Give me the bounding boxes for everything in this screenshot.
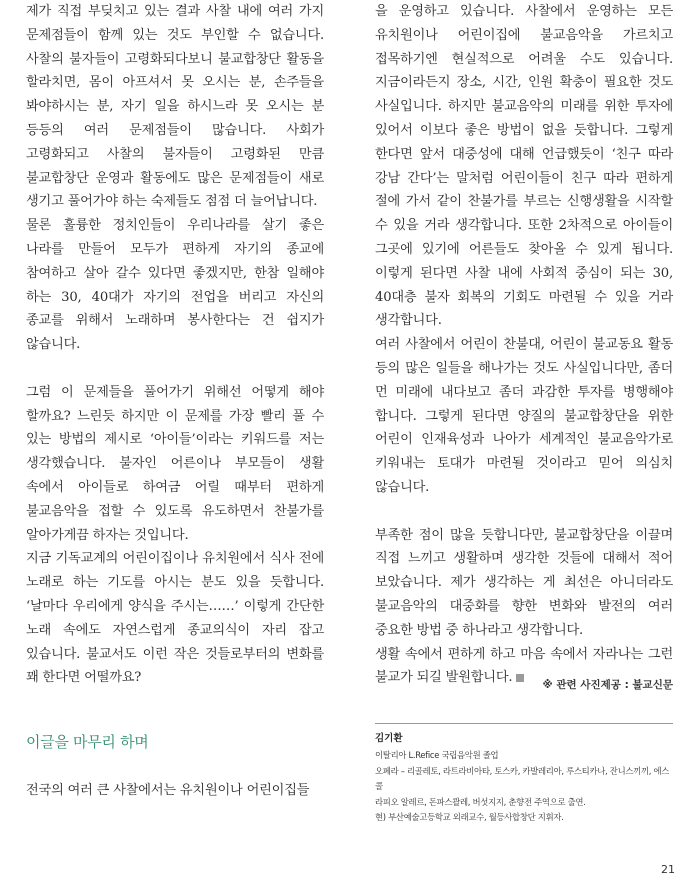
author-bio (375, 723, 673, 826)
author-divider (375, 723, 673, 724)
author-bio-line: 이탈리아 L.Refice 국립음악원 졸업 (375, 750, 499, 760)
body-paragraph: 부족한 점이 많을 듯합니다만, 불교합창단을 이끌며 직접 느끼고 생활하며 생각한 것들에 대해서 적어 보았습니다. 제가 생각하는 게 최선은 아니더라도 불교음악의 대중화를 향한 변화와 발전의 여러 중요한 방법 중 하나라고 생각합니다. (375, 527, 673, 638)
left-tail-column (26, 779, 324, 803)
body-paragraph: 지금 기독교계의 어린이집이나 유치원에서 식사 전에 노래로 하는 기도를 아시는 분도 있을 듯합니다. ‘날마다 우리에게 양식을 주시는……’ 이렇게 간단한 노래 속에도 자연스럽게 종교의식이 자리 잡고 있습니다. 불교서도 이런 작은 것들로부터의 변화를 꽤 한다면 어떨까요? (26, 551, 324, 686)
body-paragraph: 그럼 이 문제들을 풀어가기 위해선 어떻게 해야 할까요? 느린듯 하지만 이 문제를 가장 빨리 풀 수 있는 방법의 제시로 ‘아이들’이라는 키워드를 저는 생각했습니다. 불자인 어른이나 부모들이 생활 속에서 아이들로 하여금 어릴 때부터 편하게 불교음악을 접할 수 있도록 유도하면서 찬불가를 알아가게끔 하자는 것입니다. (26, 384, 324, 543)
page-number: 21 (661, 863, 675, 876)
body-paragraph: 을 운영하고 있습니다. 사찰에서 운영하는 모든 유치원이나 어린이집에 불교음악을 가르치고 접목하기엔 현실적으로 어려울 수도 있습니다. 지금이라든지 장소, 시간, 인원 확충이 필요한 것도 사실입니다. 하지만 불교음악의 미래를 위한 투자에 있어서 이보다 좋은 방법이 없을 듯합니다. 그렇게 한다면 앞서 대중성에 대해 언급했듯이 ‘친구 따라 강남 간다’는 말처럼 어린이들이 친구 따라 편하게 절에 가서 같이 찬불가를 부르는 신행생활을 시작할 수 있을 거라 생각합니다. 또한 2차적으로 아이들이 그곳에 있기에 어른들도 찾아올 수 있게 됩니다. 이렇게 된다면 사찰 내에 사회적 중심이 되는 30, 40대층 불자 회복의 기회도 마련될 수 있을 거라 생각합니다. (375, 4, 673, 329)
body-paragraph: 여러 사찰에서 어린이 찬불대, 어린이 불교동요 활동 등의 많은 일들을 해나가는 것도 사실입니다만, 좀더 먼 미래에 내다보고 좀더 과감한 투자를 병행해야 합니다. 그렇게 된다면 양질의 불교합창단을 위한 어린이 인재육성과 나아가 세계적인 불교음악가로 키워내는 토대가 마련될 것이라고 믿어 의심치 않습니다. (375, 337, 673, 495)
body-paragraph: 제가 직접 부딪치고 있는 결과 사찰 내에 여러 가지 문제점들이 함께 있는 것도 부인할 수 없습니다. 사찰의 불자들이 고령화되다보니 불교합창단 활동을 할라치면, 몸이 아프셔서 못 오시는 분, 손주들을 봐야하시는 분, 자기 일을 하시느라 못 오시는 분 등등의 여러 문제점들이 많습니다. 사회가 고령화되고 사찰의 불자들이 고령화된 만큼 불교합창단 운영과 활동에도 많은 문제점들이 새로 생기고 풀어가야 하는 숙제들도 점점 더 늘어납니다. (26, 4, 324, 210)
author-name: 김기환 (375, 733, 403, 744)
author-bio-line: 현) 부산예술고등학교 외래교수, 월등사합창단 지휘자. (375, 812, 564, 822)
closing-text: 생활 속에서 편하게 하고 마음 속에서 자라나는 그런 불교가 되길 발원합니다. (375, 646, 673, 686)
author-bio-line: 라피오 알레르, 돈파스콸레, 버섯지지, 춘향전 주역으로 출연. (375, 796, 586, 807)
right-column (375, 0, 673, 690)
left-column (26, 0, 324, 690)
body-paragraph: 전국의 여러 큰 사찰에서는 유치원이나 어린이집들 (26, 783, 310, 798)
photo-credit: ※ 관련 사진제공 : 불교신문 (542, 679, 673, 691)
body-paragraph: 물론 훌륭한 정치인들이 우리나라를 살기 좋은 나라를 만들어 모두가 편하게 자기의 종교에 참여하고 살아 갈수 있다면 좋겠지만, 한참 일해야 하는 30, 40대가 자기의 전업을 버리고 자신의 종교를 위해서 노래하며 봉사한다는 건 쉽지가 않습니다. (26, 218, 324, 353)
section-heading: 이글을 마무리 하며 (26, 733, 149, 751)
author-bio-line: 오페라 – 리골레토, 라트라비아타, 토스카, 카발레리아, 루스티카나, 잔니스끼끼, 에스콜 (375, 765, 670, 791)
